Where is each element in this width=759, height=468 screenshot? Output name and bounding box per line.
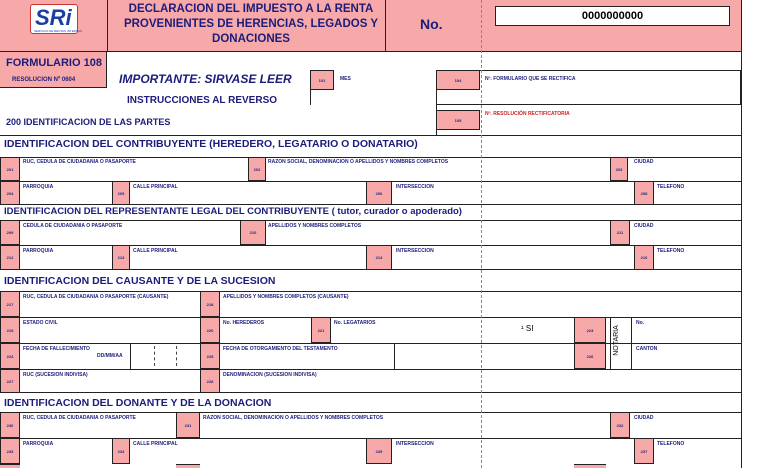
field-code-213: 213 <box>112 245 130 270</box>
section-causante-title: IDENTIFICACION DEL CAUSANTE Y DE LA SUCESION <box>4 275 276 287</box>
next-row-cell <box>176 464 200 468</box>
field-code-234: 234 <box>112 438 130 464</box>
logo-text: SRi <box>35 5 72 30</box>
header-divider <box>741 0 742 468</box>
si-label: SI <box>525 324 534 333</box>
field-code-201: 201 <box>0 157 20 181</box>
label-203: CIUDAD <box>634 159 654 165</box>
logo-subtext: SERVICIO DE RENTAS INTERNAS <box>34 29 83 33</box>
label-209: CEDULA DE CIUDADANIA O PASAPORTE <box>23 223 123 229</box>
field-code-203: 203 <box>610 157 628 181</box>
header-divider <box>385 0 386 52</box>
label-233: PARROQUIA <box>23 441 54 447</box>
label-no: No. <box>636 320 645 326</box>
field-code-206: 206 <box>366 181 392 205</box>
sri-logo <box>30 4 83 34</box>
form-name: FORMULARIO 108 <box>6 57 102 69</box>
field-code-202: 202 <box>248 157 266 181</box>
resolucion-label: Nº. RESOLUCIÓN RECTIFICATORIA <box>485 111 570 117</box>
field-code-104: 104 <box>436 70 480 90</box>
label-219: ESTADO CIVIL <box>23 320 58 326</box>
label-230: RUC, CEDULA DE CIUDADANIA O PASAPORTE <box>23 415 136 421</box>
field-code-211: 211 <box>610 220 630 245</box>
label-218: APELLIDOS Y NOMBRES COMPLETOS (CAUSANTE) <box>223 294 349 300</box>
input-201[interactable] <box>20 165 248 181</box>
field-code-219: 219 <box>0 317 20 343</box>
section-donante-title: IDENTIFICACION DEL DONANTE Y DE LA DONACION <box>4 397 272 409</box>
notice-line1: IMPORTANTE: SIRVASE LEER <box>119 72 292 86</box>
field-code-226: 226 <box>574 343 606 369</box>
field-code-230: 230 <box>0 412 20 438</box>
field-code-101: 101 <box>310 70 334 90</box>
header-divider <box>107 0 108 52</box>
field-code-216: 216 <box>634 245 654 270</box>
field-code-231: 231 <box>176 412 200 438</box>
field-code-204: 204 <box>0 181 20 205</box>
date-divider <box>130 343 131 369</box>
form-number: 0000000000 <box>581 10 644 22</box>
section-contribuyente-title: IDENTIFICACION DEL CONTRIBUYENTE (HEREDERO, LEGATARIO O DONATARIO) <box>4 138 418 150</box>
label-221: No. LEGATARIOS <box>334 320 376 326</box>
section-representante-title: IDENTIFICACION DEL REPRESENTANTE LEGAL DEL CONTRIBUYENTE ( tutor, curador o apoderado) <box>4 206 462 217</box>
label-201: RUC, CEDULA DE CIUDADANIA O PASAPORTE <box>23 159 136 165</box>
next-row-cell <box>574 464 606 468</box>
field-code-105: 105 <box>436 110 480 130</box>
label-214: INTERSECCION <box>396 248 434 254</box>
field-code-214: 214 <box>366 245 392 270</box>
label-225: FECHA DE OTORGAMIENTO DEL TESTAMENTO <box>223 346 338 352</box>
header-title: DECLARACION DEL IMPUESTO A LA RENTA PROVENIENTES DE HERENCIAS, LEGADOS Y DONACIONES <box>123 3 379 45</box>
field-code-205: 205 <box>112 181 130 205</box>
label-231: RAZON SOCIAL, DENOMINACION O APELLIDOS Y NOMBRES COMPLETOS <box>203 415 384 421</box>
field-code-220: 220 <box>200 317 220 343</box>
divider <box>0 135 741 136</box>
label-canton: CANTON <box>636 346 658 352</box>
field-code-223: 223 <box>574 317 606 343</box>
field-code-212: 212 <box>0 245 20 270</box>
date-format: DD/MM/AA <box>97 353 123 359</box>
date-divider <box>176 346 177 366</box>
rectifica-label: Nº. FORMULARIO QUE SE RECTIFICA <box>485 76 576 82</box>
field-code-237: 237 <box>634 438 654 464</box>
label-227: RUC (SUCESION INDIVISA) <box>23 372 88 378</box>
field-code-228: 228 <box>200 369 220 393</box>
label-232: CIUDAD <box>634 415 654 421</box>
label-213: CALLE PRINCIPAL <box>133 248 178 254</box>
field-code-225: 225 <box>200 343 220 369</box>
label-217: RUC, CEDULA DE CIUDADANIA O PASAPORTE (CAUSANTE) <box>23 294 169 300</box>
label-212: PARROQUIA <box>23 248 54 254</box>
field-code-224: 224 <box>0 343 20 369</box>
input-202[interactable] <box>266 165 610 181</box>
field-code-227: 227 <box>0 369 20 393</box>
label-237: TELEFONO <box>657 441 685 447</box>
label-211: CIUDAD <box>634 223 654 229</box>
field-code-233: 233 <box>0 438 20 464</box>
label-204: PARROQUIA <box>23 184 54 190</box>
fecha-divider <box>394 343 395 369</box>
label-235: INTERSECCION <box>396 441 434 447</box>
label-208: TELEFONO <box>657 184 685 190</box>
field-code-209: 209 <box>0 220 20 245</box>
mes-label: MES <box>340 76 351 82</box>
notice-line2: INSTRUCCIONES AL REVERSO <box>127 95 278 106</box>
label-202: RAZON SOCIAL, DENOMINACION O APELLIDOS Y NOMBRES COMPLETOS <box>268 159 449 165</box>
no-label: No. <box>420 16 443 32</box>
field-code-210: 210 <box>240 220 266 245</box>
label-228: DENOMINACION (SUCESION INDIVISA) <box>223 372 317 378</box>
date-divider <box>154 346 155 366</box>
field-code-208: 208 <box>634 181 654 205</box>
label-206: INTERSECCION <box>396 184 434 190</box>
notaria-label: NOTARIA <box>612 325 620 356</box>
form-number-field[interactable] <box>495 6 730 26</box>
field-code-217: 217 <box>0 291 20 317</box>
causante-row-4 <box>0 369 741 393</box>
resolution-number: RESOLUCION Nº 0604 <box>12 77 76 83</box>
next-row-cell <box>0 464 20 468</box>
field-code-232: 232 <box>610 412 630 438</box>
section-200-title: 200 IDENTIFICACION DE LAS PARTES <box>6 117 171 127</box>
si-checkbox[interactable]: ¹ SI <box>521 324 534 333</box>
field-code-221: 221 <box>311 317 331 343</box>
label-205: CALLE PRINCIPAL <box>133 184 178 190</box>
label-234: CALLE PRINCIPAL <box>133 441 178 447</box>
label-220: No. HEREDEROS <box>223 320 265 326</box>
field-code-235: 235 <box>366 438 392 464</box>
field-code-218: 218 <box>200 291 220 317</box>
label-216: TELEFONO <box>657 248 685 254</box>
label-224: FECHA DE FALLECIMIENTO <box>23 346 90 352</box>
label-210: APELLIDOS Y NOMBRES COMPLETOS <box>268 223 362 229</box>
page-break-line <box>481 0 482 468</box>
